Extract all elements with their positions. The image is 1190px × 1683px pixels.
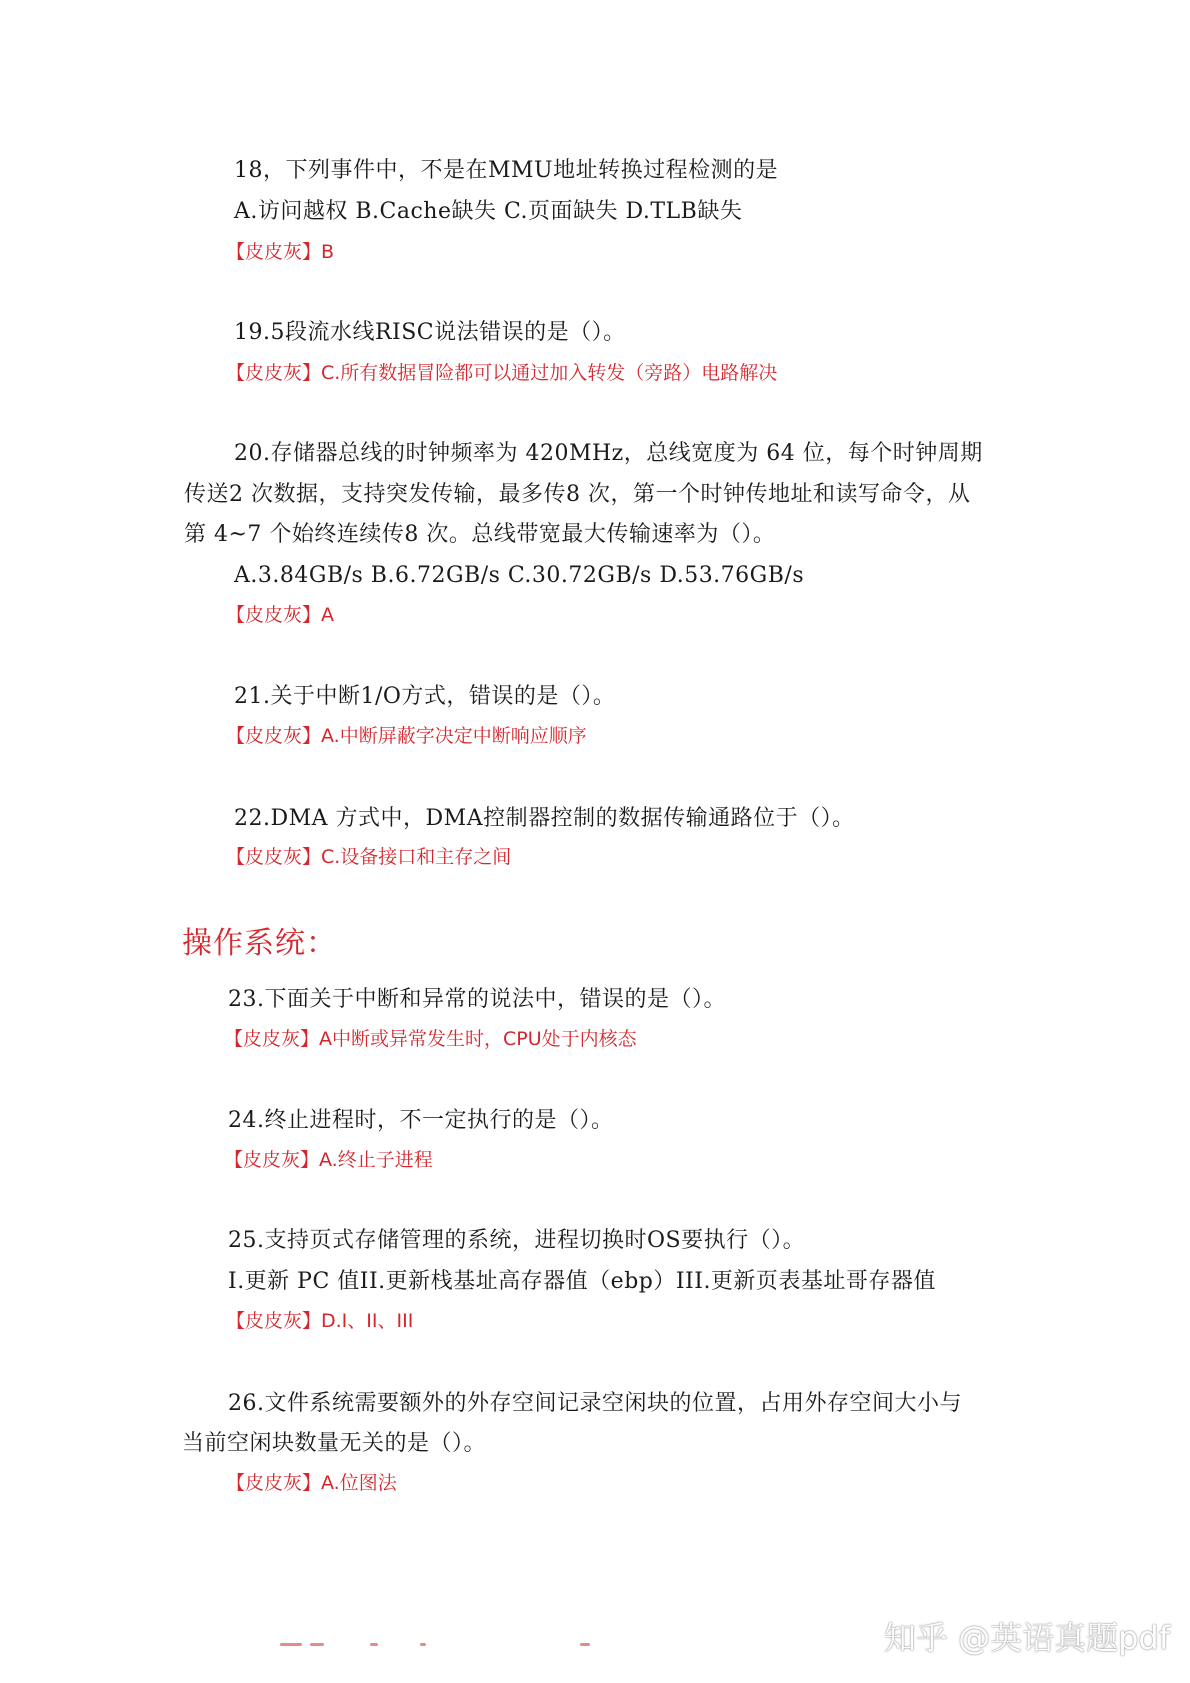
question-19-line-1: 19.5段流水线RISC说法错误的是（）。 bbox=[234, 320, 626, 345]
scan-artifact-marks bbox=[280, 1640, 720, 1650]
question-25-answer: 【皮皮灰】D.I、II、III bbox=[226, 1310, 414, 1332]
section-title: 操作系统： bbox=[182, 926, 337, 961]
question-23-answer: 【皮皮灰】A中断或异常发生时，CPU处于内核态 bbox=[224, 1028, 637, 1050]
question-18-answer: 【皮皮灰】B bbox=[226, 241, 335, 263]
question-25-line-1: 25.支持页式存储管理的系统，进程切换时OS要执行（）。 bbox=[228, 1228, 806, 1253]
watermark: 知乎 @英语真题pdf bbox=[883, 1619, 1170, 1657]
question-23-line-1: 23.下面关于中断和异常的说法中，错误的是（）。 bbox=[228, 987, 726, 1012]
question-24-answer: 【皮皮灰】A.终止子进程 bbox=[224, 1149, 433, 1171]
question-20-line-3: 第 4~7 个始终连续传8 次。总线带宽最大传输速率为（）。 bbox=[184, 522, 776, 547]
question-22-answer: 【皮皮灰】C.设备接口和主存之间 bbox=[226, 846, 512, 868]
question-21-answer: 【皮皮灰】A.中断屏蔽字决定中断响应顺序 bbox=[226, 725, 587, 747]
question-21-line-1: 21.关于中断1/O方式，错误的是（）。 bbox=[234, 684, 616, 709]
question-18-options: A.访问越权 B.Cache缺失 C.页面缺失 D.TLB缺失 bbox=[234, 199, 743, 224]
question-20-line-1: 20.存储器总线的时钟频率为 420MHz，总线宽度为 64 位，每个时钟周期 bbox=[234, 441, 983, 466]
question-20-answer: 【皮皮灰】A bbox=[226, 604, 334, 626]
question-20-options: A.3.84GB/s B.6.72GB/s C.30.72GB/s D.53.76GB/s bbox=[234, 563, 805, 588]
question-18-line-1: 18，下列事件中，不是在MMU地址转换过程检测的是 bbox=[234, 158, 779, 183]
question-26-line-1: 26.文件系统需要额外的外存空间记录空闲块的位置，占用外存空间大小与 bbox=[228, 1391, 962, 1416]
question-26-answer: 【皮皮灰】A.位图法 bbox=[226, 1472, 397, 1494]
question-22-line-1: 22.DMA 方式中，DMA控制器控制的数据传输通路位于（）。 bbox=[234, 806, 855, 831]
question-25-line-2: I.更新 PC 值II.更新栈基址高存器值（ebp）III.更新页表基址哥存器值 bbox=[228, 1269, 936, 1294]
question-20-line-2: 传送2 次数据，支持突发传输，最多传8 次，第一个时钟传地址和读写命令，从 bbox=[184, 482, 971, 507]
question-24-line-1: 24.终止进程时，不一定执行的是（）。 bbox=[228, 1108, 614, 1133]
question-19-answer: 【皮皮灰】C.所有数据冒险都可以通过加入转发（旁路）电路解决 bbox=[226, 362, 778, 384]
question-26-line-2: 当前空闲块数量无关的是（）。 bbox=[182, 1431, 487, 1456]
